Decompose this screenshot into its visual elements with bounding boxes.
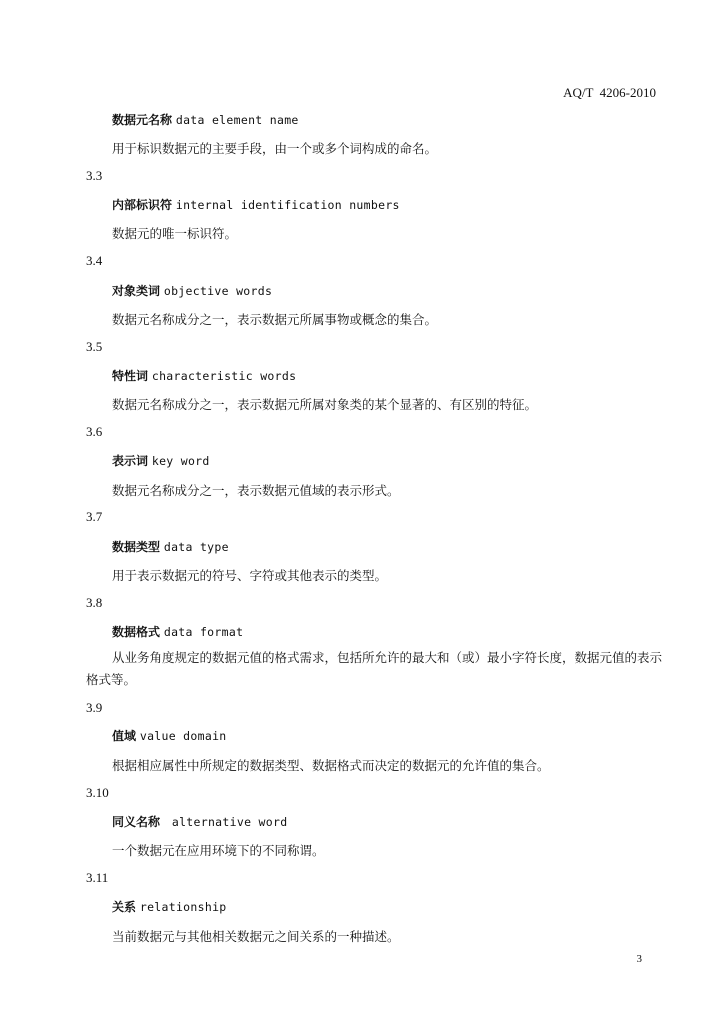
term-heading (112, 813, 287, 830)
clause-number: 3.5 (86, 339, 103, 354)
term-heading (112, 538, 229, 555)
term-english: value domain (139, 729, 227, 743)
term-chinese: 同义名称 (112, 815, 161, 829)
term-chinese: 数据类型 (112, 540, 161, 554)
term-english: data element name (175, 113, 299, 127)
term-definition: 一个数据元在应用环境下的不同称谓。 (112, 843, 325, 858)
clause-number: 3.8 (86, 595, 103, 610)
term-definition: 用于表示数据元的符号、字符或其他表示的类型。 (112, 568, 388, 583)
term-chinese: 值域 (112, 729, 137, 743)
term-definition: 从业务角度规定的数据元值的格式需求，包括所允许的最大和（或）最小字符长度，数据元值的表示格式等。 (86, 650, 663, 687)
page-number: 3 (636, 953, 642, 965)
term-heading (112, 623, 243, 640)
term-definition: 数据元名称成分之一，表示数据元所属对象类的某个显著的、有区别的特征。 (112, 397, 538, 412)
term-chinese: 数据格式 (112, 625, 161, 639)
term-english: key word (151, 454, 210, 468)
term-definition: 数据元名称成分之一，表示数据元值域的表示形式。 (112, 483, 400, 498)
term-heading (112, 452, 210, 469)
term-chinese: 对象类词 (112, 284, 161, 298)
term-chinese: 关系 (112, 900, 137, 914)
term-english: internal identification numbers (175, 198, 400, 212)
term-definition: 数据元名称成分之一，表示数据元所属事物或概念的集合。 (112, 312, 438, 327)
term-heading (112, 727, 227, 744)
term-english: characteristic words (151, 369, 297, 383)
term-heading (112, 111, 299, 128)
term-definition: 根据相应属性中所规定的数据类型、数据格式而决定的数据元的允许值的集合。 (112, 758, 550, 773)
term-english: alternative word (171, 815, 288, 829)
term-heading (112, 282, 272, 299)
clause-number: 3.6 (86, 424, 103, 439)
term-heading (112, 898, 227, 915)
term-english: data type (163, 540, 229, 554)
term-chinese: 特性词 (112, 369, 149, 383)
document-code-header: AQ/T 4206-2010 (563, 85, 656, 100)
term-english: objective words (163, 284, 273, 298)
clause-number: 3.7 (86, 509, 103, 524)
clause-number: 3.3 (86, 168, 103, 183)
term-english: relationship (139, 900, 227, 914)
term-definition: 当前数据元与其他相关数据元之间关系的一种描述。 (112, 929, 400, 944)
term-heading (112, 196, 400, 213)
clause-number: 3.9 (86, 700, 103, 715)
term-definition: 数据元的唯一标识符。 (112, 226, 238, 241)
term-definition: 用于标识数据元的主要手段，由一个或多个词构成的命名。 (112, 141, 438, 156)
clause-number: 3.4 (86, 253, 103, 268)
clause-number: 3.11 (86, 870, 109, 885)
term-heading (112, 367, 296, 384)
term-chinese: 内部标识符 (112, 198, 173, 212)
term-chinese: 表示词 (112, 454, 149, 468)
term-english: data format (163, 625, 244, 639)
clause-number: 3.10 (86, 785, 109, 800)
term-chinese: 数据元名称 (112, 113, 173, 127)
